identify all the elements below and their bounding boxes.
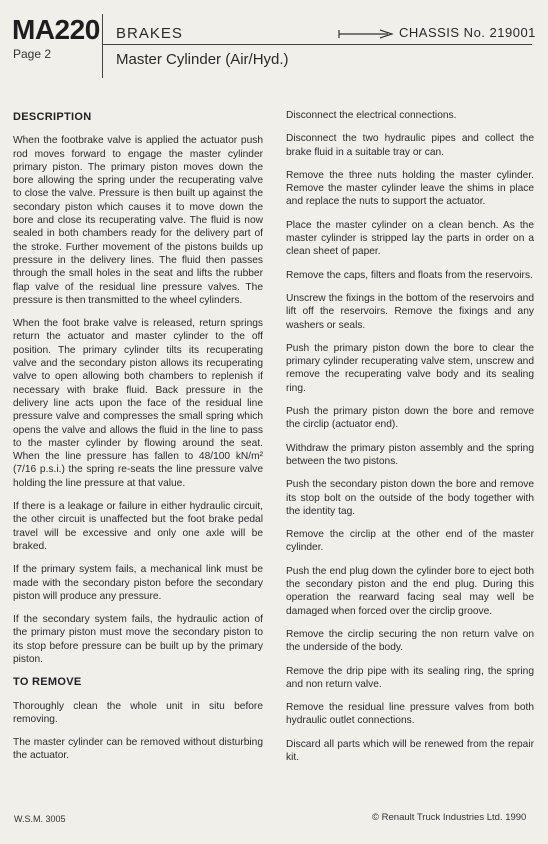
page-number: Page 2	[13, 47, 52, 61]
chassis-number: CHASSIS No. 219001	[399, 25, 536, 40]
paragraph: Withdraw the primary piston assembly and the spring between the two pistons.	[286, 442, 534, 467]
paragraph: Push the primary piston down the bore and remove the circlip (actuator end).	[286, 406, 534, 431]
arrow-right-icon	[338, 27, 394, 41]
paragraph: Thoroughly clean the whole unit in situ before removing.	[13, 700, 263, 725]
paragraph: Push the primary piston down the bore to clear the primary cylinder recuperating valve stem, unscrew and remove the recuperating valve body and its sealing ring.	[286, 342, 534, 394]
paragraph: If the primary system fails, a mechanical link must be made with the secondary piston before the secondary piston will produce any pressure.	[13, 564, 263, 602]
paragraph: Disconnect the two hydraulic pipes and collect the brake fluid in a suitable tray or can.	[286, 133, 534, 158]
page-header	[0, 0, 548, 90]
paragraph: Disconnect the electrical connections.	[286, 110, 457, 121]
paragraph: When the foot brake valve is released, return springs return the actuator and master cylinder to the off position. The primary cylinder tilts its recuperating valve and the secondary piston allows its recuperating valve to open allowing both chambers to replenish if necessary with brake fluid. Back pressure in the delivery line acts upon the face of the residual line pressure valve and compresses the small spring which opens the valve and allows the fluid in the line to pass to the master cylinder by flowing around the seat. When the line pressure has fallen to 48/100 kN/m² (7/16 p.s.i.) the spring re-seats the line pressure valve holding the line pressure at that value.	[13, 318, 263, 489]
paragraph: Push the end plug down the cylinder bore to eject both the secondary piston and the end plug. During this operation the rearward facing seal may well be damaged when forced over the circlip groove.	[286, 565, 534, 617]
paragraph: Remove the drip pipe with its sealing ring, the spring and non return valve.	[286, 665, 534, 690]
paragraph: Discard all parts which will be renewed from the repair kit.	[286, 738, 534, 763]
paragraph: Push the secondary piston down the bore and remove its stop bolt on the outside of the body together with the identity tag.	[286, 479, 534, 517]
paragraph: If there is a leakage or failure in either hydraulic circuit, the other circuit is unaffected but the foot brake pedal travel will be excessive and only one axle will be braked.	[13, 501, 263, 552]
document-reference: W.S.M. 3005	[14, 814, 66, 824]
right-column	[286, 109, 534, 774]
paragraph: Unscrew the fixings in the bottom of the reservoirs and lift off the reservoirs. Remove the fixings and any washers or seals.	[286, 292, 534, 331]
paragraph: When the footbrake valve is applied the actuator push rod moves forward to engage the master cylinder primary piston. The primary piston moves down the bore allowing the spring under the recuperating valve to close the valve. Pressure is then built up against the secondary piston which causes it to move down the bore and close its recuperating valve. The fluid is now sealed in both chambers ready for the delivery part of the stroke. Further movement of the pistons builds up pressure in the delivery lines. The fluid then passes through the small holes in the seat and lifts the rubber flap valve of the residual line pressure valves. The pressure is then transmitted to the wheel cylinders.	[13, 135, 263, 306]
section-title: BRAKES	[116, 25, 183, 42]
copyright-notice: © Renault Truck Industries Ltd. 1990	[372, 812, 527, 823]
paragraph: Remove the circlip at the other end of the master cylinder.	[286, 529, 534, 554]
paragraph: If the secondary system fails, the hydraulic action of the primary piston must move the secondary piston to its stop before pressure can be built up by the primary piston.	[13, 614, 263, 665]
header-vertical-divider	[102, 14, 103, 78]
section-heading: DESCRIPTION	[13, 111, 92, 123]
paragraph: The master cylinder can be removed without disturbing the actuator.	[13, 737, 263, 762]
paragraph: Place the master cylinder on a clean bench. As the master cylinder is stripped lay the parts in order on a clean sheet of paper.	[286, 219, 534, 258]
paragraph: Remove the circlip securing the non return valve on the underside of the body.	[286, 628, 534, 654]
paragraph: Remove the three nuts holding the master cylinder. Remove the master cylinder leave the shims in place and replace the nuts to support the actuator.	[286, 169, 534, 208]
paragraph: Remove the caps, filters and floats from the reservoirs.	[286, 269, 533, 281]
section-heading: TO REMOVE	[13, 676, 82, 689]
manual-code: MA220	[12, 14, 100, 45]
left-column	[13, 111, 263, 773]
header-horizontal-divider	[102, 44, 532, 45]
page-subtitle: Master Cylinder (Air/Hyd.)	[116, 51, 289, 68]
paragraph: Remove the residual line pressure valves from both hydraulic outlet connections.	[286, 702, 534, 727]
